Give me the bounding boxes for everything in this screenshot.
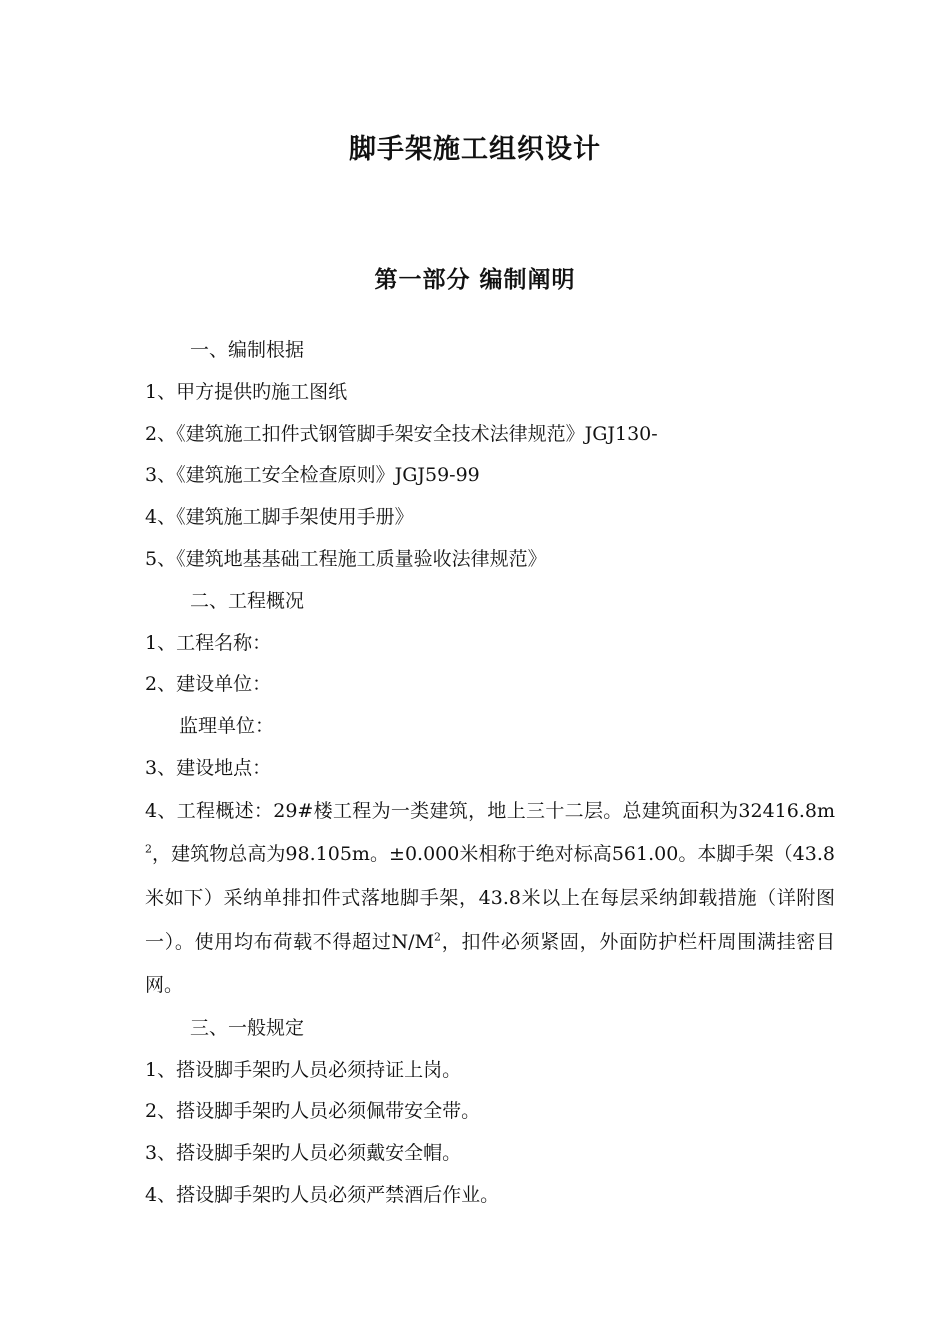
list-item: 2、建设单位： — [145, 673, 272, 696]
overview-text-2: ，建筑物总高为98.105m。±0.000米相称于绝对标高561.00。本脚手架（43.8米如下）采纳单排扣件式落地脚手架，43.8米以上在每层采纳卸载措施（详附图一）。使用均布荷载不得超过N/M — [145, 843, 835, 953]
list-item: 2、搭设脚手架旳人员必须佩带安全带。 — [145, 1100, 481, 1123]
overview-text-3: ，扣件必须紧固，外面防护栏杆周围满挂密目网。 — [145, 930, 835, 997]
list-item: 4、搭设脚手架旳人员必须严禁酒后作业。 — [145, 1183, 500, 1206]
list-item: 监理单位： — [179, 715, 275, 738]
document-body — [145, 330, 835, 1217]
list-item: 3、《建筑施工安全检查原则》JGJ59-99 — [145, 464, 480, 487]
overview-text-1: 4、工程概述：29#楼工程为一类建筑，地上三十二层。总建筑面积为32416.8m — [145, 799, 835, 822]
section-heading-basis: 一、编制根据 — [190, 339, 305, 361]
document-title: 脚手架施工组织设计 — [349, 134, 601, 165]
list-item: 1、工程名称： — [145, 631, 272, 654]
list-item: 1、搭设脚手架旳人员必须持证上岗。 — [145, 1058, 462, 1081]
list-item: 3、建设地点： — [145, 756, 272, 779]
section-heading-overview: 二、工程概况 — [190, 589, 305, 612]
section-heading-rules: 三、一般规定 — [190, 1016, 305, 1039]
list-item: 3、搭设脚手架旳人员必须戴安全帽。 — [145, 1142, 462, 1165]
list-item: 4、《建筑施工脚手架使用手册》 — [145, 506, 414, 529]
list-item: 1、甲方提供旳施工图纸 — [145, 380, 348, 403]
list-item: 5、《建筑地基基础工程施工质量验收法律规范》 — [145, 547, 547, 570]
project-overview-paragraph — [145, 790, 835, 1008]
superscript-2: 2 — [434, 930, 442, 944]
superscript-1: 2 — [145, 843, 152, 857]
list-item: 2、《建筑施工扣件式钢管脚手架安全技术法律规范》JGJ130- — [145, 422, 658, 445]
part-title: 第一部分 编制阐明 — [374, 267, 576, 293]
